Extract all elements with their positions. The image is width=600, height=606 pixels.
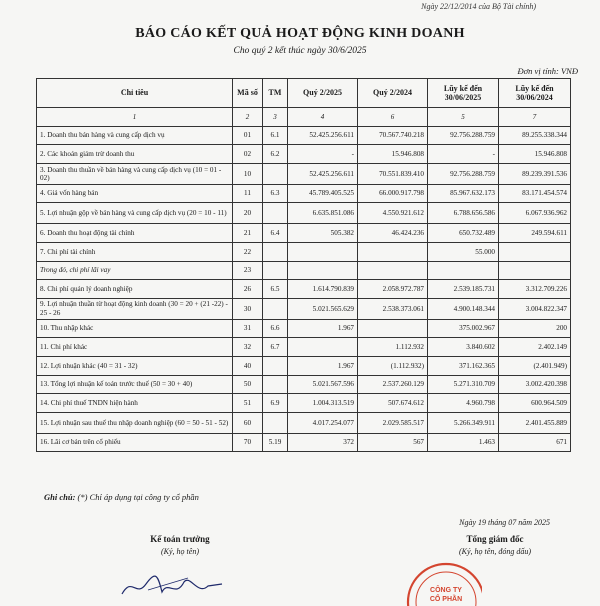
row-ytd-2025: 375.002.967 (428, 319, 499, 338)
index-cell: 3 (263, 108, 288, 127)
row-note (263, 298, 288, 319)
index-cell: 1 (37, 108, 233, 127)
table-row (37, 184, 571, 203)
row-q2-2024: 507.674.612 (358, 394, 428, 413)
row-q2-2025: 52.425.256.611 (288, 163, 358, 184)
row-ytd-2024: 249.594.611 (499, 224, 571, 243)
row-note: 6.6 (263, 319, 288, 338)
row-code: 02 (233, 145, 263, 164)
row-q2-2024: 70.551.839.410 (358, 163, 428, 184)
row-q2-2024: 1.112.932 (358, 338, 428, 357)
row-ytd-2024: (2.401.949) (499, 356, 571, 375)
general-director-block (420, 534, 570, 556)
row-q2-2025: 1.967 (288, 356, 358, 375)
row-q2-2025: 1.004.313.519 (288, 394, 358, 413)
row-label: 1. Doanh thu bán hàng và cung cấp dịch vụ (37, 126, 233, 145)
index-cell: 2 (233, 108, 263, 127)
row-ytd-2024: 2.402.149 (499, 338, 571, 357)
row-q2-2024 (358, 319, 428, 338)
row-ytd-2025: 371.162.365 (428, 356, 499, 375)
row-note (263, 375, 288, 394)
row-q2-2024: 15.946.808 (358, 145, 428, 164)
row-note: 6.5 (263, 280, 288, 299)
regulation-note: Ngày 22/12/2014 của Bộ Tài chính) (421, 2, 536, 11)
table-row (37, 338, 571, 357)
table-row (37, 280, 571, 299)
table-row (37, 319, 571, 338)
row-q2-2025: 1.614.790.839 (288, 280, 358, 299)
row-q2-2025 (288, 242, 358, 261)
row-note: 6.1 (263, 126, 288, 145)
row-ytd-2024: 671 (499, 433, 571, 452)
row-ytd-2025: 6.788.656.586 (428, 203, 499, 224)
row-q2-2024 (358, 242, 428, 261)
table-row (37, 224, 571, 243)
col-header-code: Mã số (233, 79, 263, 108)
row-note: 6.9 (263, 394, 288, 413)
row-q2-2025: 5.021.565.629 (288, 298, 358, 319)
row-ytd-2024: 3.002.420.398 (499, 375, 571, 394)
row-q2-2025: 1.967 (288, 319, 358, 338)
table-row (37, 261, 571, 280)
row-label: 15. Lợi nhuận sau thuế thu nhập doanh nghiệp (60 = 50 - 51 - 52) (37, 412, 233, 433)
row-ytd-2025: 55.000 (428, 242, 499, 261)
row-label: 14. Chi phí thuế TNDN hiện hành (37, 394, 233, 413)
row-label: 5. Lợi nhuận gộp về bán hàng và cung cấp dịch vụ (20 = 10 - 11) (37, 203, 233, 224)
general-director-title: Tổng giám đốc (466, 534, 524, 544)
row-ytd-2024: 3.312.709.226 (499, 280, 571, 299)
row-q2-2025: 45.789.405.525 (288, 184, 358, 203)
row-code: 21 (233, 224, 263, 243)
row-ytd-2025 (428, 261, 499, 280)
row-label: 13. Tổng lợi nhuận kế toán trước thuế (50 = 30 + 40) (37, 375, 233, 394)
row-q2-2024: 567 (358, 433, 428, 452)
col-header-note: TM (263, 79, 288, 108)
row-ytd-2025: 5.266.349.911 (428, 412, 499, 433)
row-code: 20 (233, 203, 263, 224)
row-q2-2025: - (288, 145, 358, 164)
currency-unit: Đơn vị tính: VNĐ (517, 66, 578, 76)
col-header-indicator: Chỉ tiêu (37, 79, 233, 108)
row-code: 26 (233, 280, 263, 299)
svg-text:CỔ PHẦN: CỔ PHẦN (429, 596, 463, 603)
row-note: 5.19 (263, 433, 288, 452)
table-row (37, 242, 571, 261)
row-note (263, 163, 288, 184)
row-label: 4. Giá vốn hàng bán (37, 184, 233, 203)
row-label: Trong đó, chi phí lãi vay (37, 261, 233, 280)
row-ytd-2025: 650.732.489 (428, 224, 499, 243)
row-q2-2025 (288, 261, 358, 280)
row-ytd-2024 (499, 261, 571, 280)
row-q2-2024: 66.000.917.798 (358, 184, 428, 203)
row-label: 2. Các khoản giảm trừ doanh thu (37, 145, 233, 164)
row-label: 16. Lãi cơ bản trên cổ phiếu (37, 433, 233, 452)
row-code: 32 (233, 338, 263, 357)
row-code: 01 (233, 126, 263, 145)
table-row (37, 375, 571, 394)
row-label: 10. Thu nhập khác (37, 319, 233, 338)
company-seal (402, 556, 482, 606)
row-code: 30 (233, 298, 263, 319)
row-note: 6.2 (263, 145, 288, 164)
signing-date: Ngày 19 tháng 07 năm 2025 (459, 518, 550, 527)
row-label: 12. Lợi nhuận khác (40 = 31 - 32) (37, 356, 233, 375)
row-note (263, 356, 288, 375)
table-row (37, 145, 571, 164)
row-code: 23 (233, 261, 263, 280)
row-note (263, 242, 288, 261)
footnote-text: (*) Chỉ áp dụng tại công ty cổ phần (75, 492, 199, 502)
row-ytd-2025: - (428, 145, 499, 164)
row-ytd-2024: 3.004.822.347 (499, 298, 571, 319)
row-ytd-2025: 4.960.798 (428, 394, 499, 413)
row-code: 31 (233, 319, 263, 338)
row-ytd-2024: 83.171.454.574 (499, 184, 571, 203)
table-row (37, 356, 571, 375)
row-q2-2024 (358, 261, 428, 280)
row-q2-2025: 4.017.254.077 (288, 412, 358, 433)
chief-accountant-title: Kế toán trưởng (150, 534, 210, 544)
row-note (263, 261, 288, 280)
row-q2-2025: 5.021.567.596 (288, 375, 358, 394)
row-label: 11. Chi phí khác (37, 338, 233, 357)
row-ytd-2025: 4.900.148.344 (428, 298, 499, 319)
row-ytd-2024: 89.255.338.344 (499, 126, 571, 145)
row-q2-2024: 2.058.972.787 (358, 280, 428, 299)
index-cell: 5 (428, 108, 499, 127)
row-ytd-2024: 6.067.936.962 (499, 203, 571, 224)
row-ytd-2024: 2.401.455.889 (499, 412, 571, 433)
handwritten-signature (118, 572, 228, 600)
svg-text:CÔNG TY: CÔNG TY (430, 587, 462, 594)
col-header-q2-2024: Quý 2/2024 (358, 79, 428, 108)
row-ytd-2025: 92.756.288.759 (428, 163, 499, 184)
table-row (37, 298, 571, 319)
row-code: 51 (233, 394, 263, 413)
table-row (37, 394, 571, 413)
row-code: 60 (233, 412, 263, 433)
row-q2-2024: 70.567.740.218 (358, 126, 428, 145)
index-cell: 6 (358, 108, 428, 127)
row-ytd-2025: 3.840.602 (428, 338, 499, 357)
general-director-hint: (Ký, họ tên, đóng dấu) (459, 547, 531, 556)
row-note: 6.7 (263, 338, 288, 357)
table-row (37, 433, 571, 452)
row-ytd-2024: 200 (499, 319, 571, 338)
table-row (37, 412, 571, 433)
row-ytd-2024: 600.964.509 (499, 394, 571, 413)
row-code: 70 (233, 433, 263, 452)
chief-accountant-hint: (Ký, họ tên) (161, 547, 199, 556)
table-row (37, 163, 571, 184)
report-title: BÁO CÁO KẾT QUẢ HOẠT ĐỘNG KINH DOANH (135, 26, 465, 41)
row-ytd-2025: 2.539.185.731 (428, 280, 499, 299)
row-q2-2024: (1.112.932) (358, 356, 428, 375)
row-label: 9. Lợi nhuận thuần từ hoạt động kinh doanh (30 = 20 + (21 -22) - 25 - 26 (37, 298, 233, 319)
row-ytd-2024: 89.239.391.536 (499, 163, 571, 184)
row-note (263, 412, 288, 433)
row-code: 10 (233, 163, 263, 184)
row-q2-2024: 4.550.921.612 (358, 203, 428, 224)
row-ytd-2025: 85.967.632.173 (428, 184, 499, 203)
table-row (37, 126, 571, 145)
row-ytd-2025: 92.756.288.759 (428, 126, 499, 145)
row-q2-2024: 46.424.236 (358, 224, 428, 243)
row-label: 8. Chi phí quản lý doanh nghiệp (37, 280, 233, 299)
row-note (263, 203, 288, 224)
index-cell: 4 (288, 108, 358, 127)
table-row (37, 203, 571, 224)
row-ytd-2024 (499, 242, 571, 261)
row-q2-2025: 6.635.851.086 (288, 203, 358, 224)
chief-accountant-block (120, 534, 240, 556)
row-label: 7. Chi phí tài chính (37, 242, 233, 261)
row-ytd-2025: 5.271.310.709 (428, 375, 499, 394)
row-q2-2024: 2.029.585.517 (358, 412, 428, 433)
row-q2-2025: 372 (288, 433, 358, 452)
row-code: 11 (233, 184, 263, 203)
col-header-ytd-2024: Lũy kế đến 30/06/2024 (499, 79, 571, 108)
footnote (44, 492, 199, 502)
row-q2-2025 (288, 338, 358, 357)
row-ytd-2025: 1.463 (428, 433, 499, 452)
row-q2-2024: 2.538.373.061 (358, 298, 428, 319)
index-cell: 7 (499, 108, 571, 127)
report-subtitle: Cho quý 2 kết thúc ngày 30/6/2025 (233, 46, 367, 56)
column-index-row (37, 108, 571, 127)
table-header-row (37, 79, 571, 108)
row-code: 40 (233, 356, 263, 375)
row-code: 22 (233, 242, 263, 261)
row-label: 6. Doanh thu hoạt động tài chính (37, 224, 233, 243)
footnote-label: Ghi chú: (44, 492, 76, 502)
row-note: 6.3 (263, 184, 288, 203)
row-note: 6.4 (263, 224, 288, 243)
income-statement-table (36, 78, 571, 452)
row-q2-2025: 52.425.256.611 (288, 126, 358, 145)
col-header-ytd-2025: Lũy kế đến 30/06/2025 (428, 79, 499, 108)
col-header-q2-2025: Quý 2/2025 (288, 79, 358, 108)
row-q2-2025: 505.382 (288, 224, 358, 243)
row-q2-2024: 2.537.260.129 (358, 375, 428, 394)
row-label: 3. Doanh thu thuần về bán hàng và cung cấp dịch vụ (10 = 01 - 02) (37, 163, 233, 184)
row-ytd-2024: 15.946.808 (499, 145, 571, 164)
row-code: 50 (233, 375, 263, 394)
